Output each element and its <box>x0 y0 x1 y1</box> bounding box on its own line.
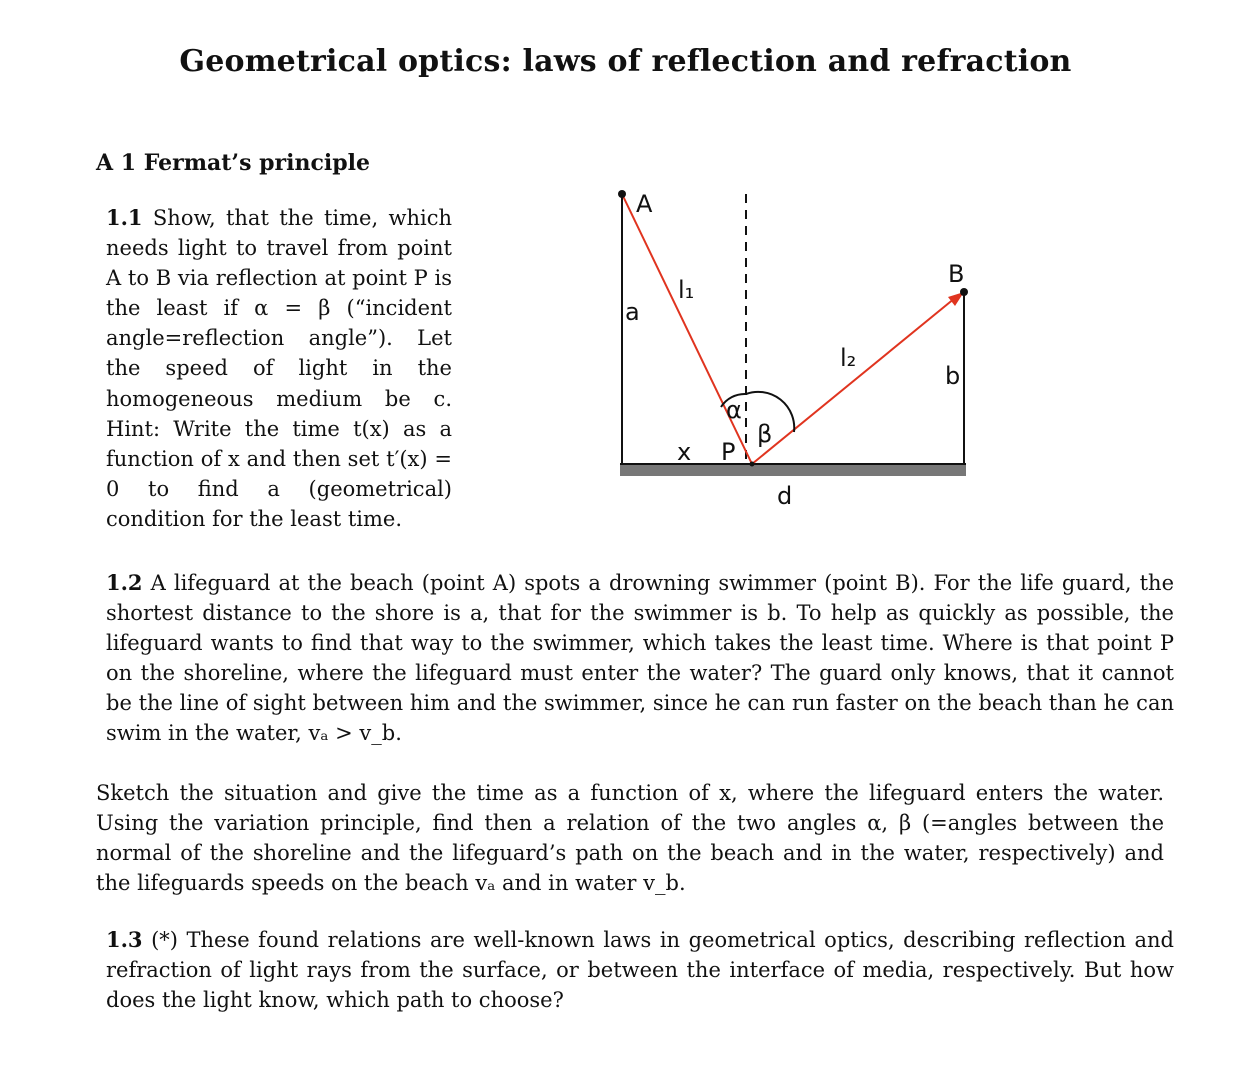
problem-number: 1.2 <box>106 570 143 595</box>
label-A: A <box>636 190 653 218</box>
section-heading <box>96 150 370 176</box>
label-alpha: α <box>726 396 742 424</box>
problem-1-2-continued: Sketch the situation and give the time as a function of x, where the lifeguard enters the water. Using the variation principle, find then a relation of the two angles α, β (=angles between the normal of the shoreline and the lifeguard’s path on the beach and in the water, respectively) and the lifeguards speeds on the beach vₐ and in water v_b. <box>96 781 1164 896</box>
reflection-diagram <box>600 180 990 520</box>
label-a: a <box>625 298 640 326</box>
label-P: P <box>721 438 736 466</box>
problem-1-2 <box>96 568 1174 749</box>
point-B-dot <box>960 288 968 296</box>
label-b: b <box>945 362 961 390</box>
label-x: x <box>677 438 692 466</box>
ray-l2 <box>752 298 955 464</box>
page-title: Geometrical optics: laws of reflection and refraction <box>179 44 1072 79</box>
label-beta: β <box>757 420 773 448</box>
point-A-dot <box>618 190 626 198</box>
reflecting-surface <box>620 464 966 476</box>
problem-1-1 <box>96 203 452 534</box>
label-l1: l₁ <box>678 276 695 304</box>
problem-1-3 <box>96 925 1174 1015</box>
label-d: d <box>777 482 793 510</box>
point-P-dot <box>750 462 755 467</box>
label-B: B <box>948 260 965 288</box>
problem-text: (*) These found relations are well-known laws in geometrical optics, describing reflection and refraction of light rays from the surface, or between the interface of media, respectively. But how does the light know, which path to choose? <box>106 928 1174 1013</box>
problem-number: 1.3 <box>106 927 143 952</box>
section-number: A 1 <box>96 150 137 176</box>
problem-text: Show, that the time, which needs light to travel from point A to B via reflection at point P is the least if α = β (“incident angle=reflection angle”). Let the speed of light in the homogeneous medium be c. Hint: Write the time t(x) as a function of x and then set t′(x) = 0 to find a (geometrical) condition for the least time. <box>106 206 452 531</box>
problem-number: 1.1 <box>106 205 143 230</box>
label-l2: l₂ <box>840 344 857 372</box>
section-title: Fermat’s principle <box>143 150 370 176</box>
problem-text: A lifeguard at the beach (point A) spots a drowning swimmer (point B). For the life guard, the shortest distance to the shore is a, that for the swimmer is b. To help as quickly as possible, the lifeguard wants to find that way to the swimmer, which takes the least time. Where is that point P on the shoreline, where the lifeguard must enter the water? The guard only knows, that it cannot be the line of sight between him and the swimmer, since he can run faster on the beach than he can swim in the water, vₐ > v_b. <box>106 571 1174 746</box>
